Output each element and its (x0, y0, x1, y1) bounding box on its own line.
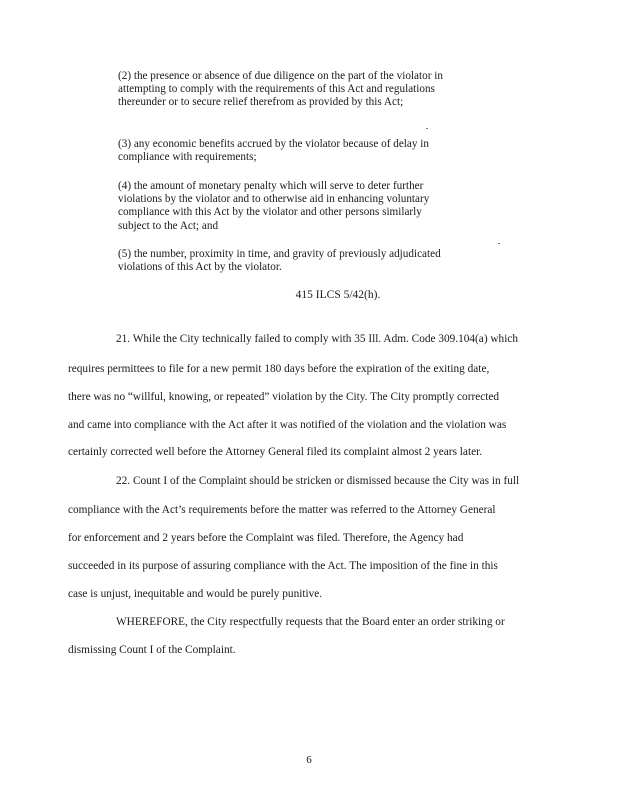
quote-line: subject to the Act; and (118, 219, 219, 232)
quote-item-3 (118, 138, 478, 164)
quote-line: (5) the number, proximity in time, and gravity of previously adjudicated (118, 248, 441, 260)
scan-speck (498, 243, 500, 244)
paragraph-22-line: case is unjust, inequitable and would be purely punitive. (68, 588, 323, 600)
quote-line: (4) the amount of monetary penalty which will serve to deter further (118, 180, 424, 192)
quote-item-5 (118, 248, 478, 274)
quote-line: attempting to comply with the requirements of this Act and regulations (118, 83, 435, 96)
quote-line: (3) any economic benefits accrued by the violator because of delay in (118, 138, 429, 150)
paragraph-21-line: certainly corrected well before the Attorney General filed its complaint almost 2 years later. (68, 446, 483, 458)
wherefore-line: dismissing Count I of the Complaint. (68, 644, 236, 656)
paragraph-21-line: 21. While the City technically failed to comply with 35 Ill. Adm. Code 309.104(a) which (116, 333, 519, 345)
quote-line: thereunder or to secure relief therefrom as provided by this Act; (118, 96, 404, 109)
paragraph-22-line: for enforcement and 2 years before the Complaint was filed. Therefore, the Agency had (68, 532, 464, 544)
quote-line: violations of this Act by the violator. (118, 261, 282, 274)
page-number: 6 (306, 754, 312, 766)
quote-item-4 (118, 180, 478, 233)
paragraph-21-line: requires permittees to file for a new permit 180 days before the expiration of the exiting date, (68, 363, 490, 375)
quote-line: (2) the presence or absence of due diligence on the part of the violator in (118, 70, 443, 82)
quote-line: compliance with this Act by the violator and other persons similarly (118, 206, 422, 219)
quote-line: violations by the violator and to otherwise aid in enhancing voluntary (118, 193, 430, 206)
wherefore-line: WHEREFORE, the City respectfully requests that the Board enter an order striking or (116, 616, 505, 628)
quote-line: compliance with requirements; (118, 151, 257, 164)
statute-citation: 415 ILCS 5/42(h). (295, 289, 381, 301)
quote-item-2 (118, 70, 478, 110)
scan-speck (426, 128, 428, 129)
paragraph-21-line: there was no “willful, knowing, or repeated” violation by the City. The City promptly corrected (68, 391, 500, 403)
paragraph-22-line: succeeded in its purpose of assuring compliance with the Act. The imposition of the fine in this (68, 560, 498, 572)
paragraph-22-line: compliance with the Act’s requirements before the matter was referred to the Attorney General (68, 504, 496, 516)
paragraph-21-line: and came into compliance with the Act after it was notified of the violation and the violation was (68, 419, 507, 431)
paragraph-22-line: 22. Count I of the Complaint should be stricken or dismissed because the City was in full (116, 475, 520, 487)
